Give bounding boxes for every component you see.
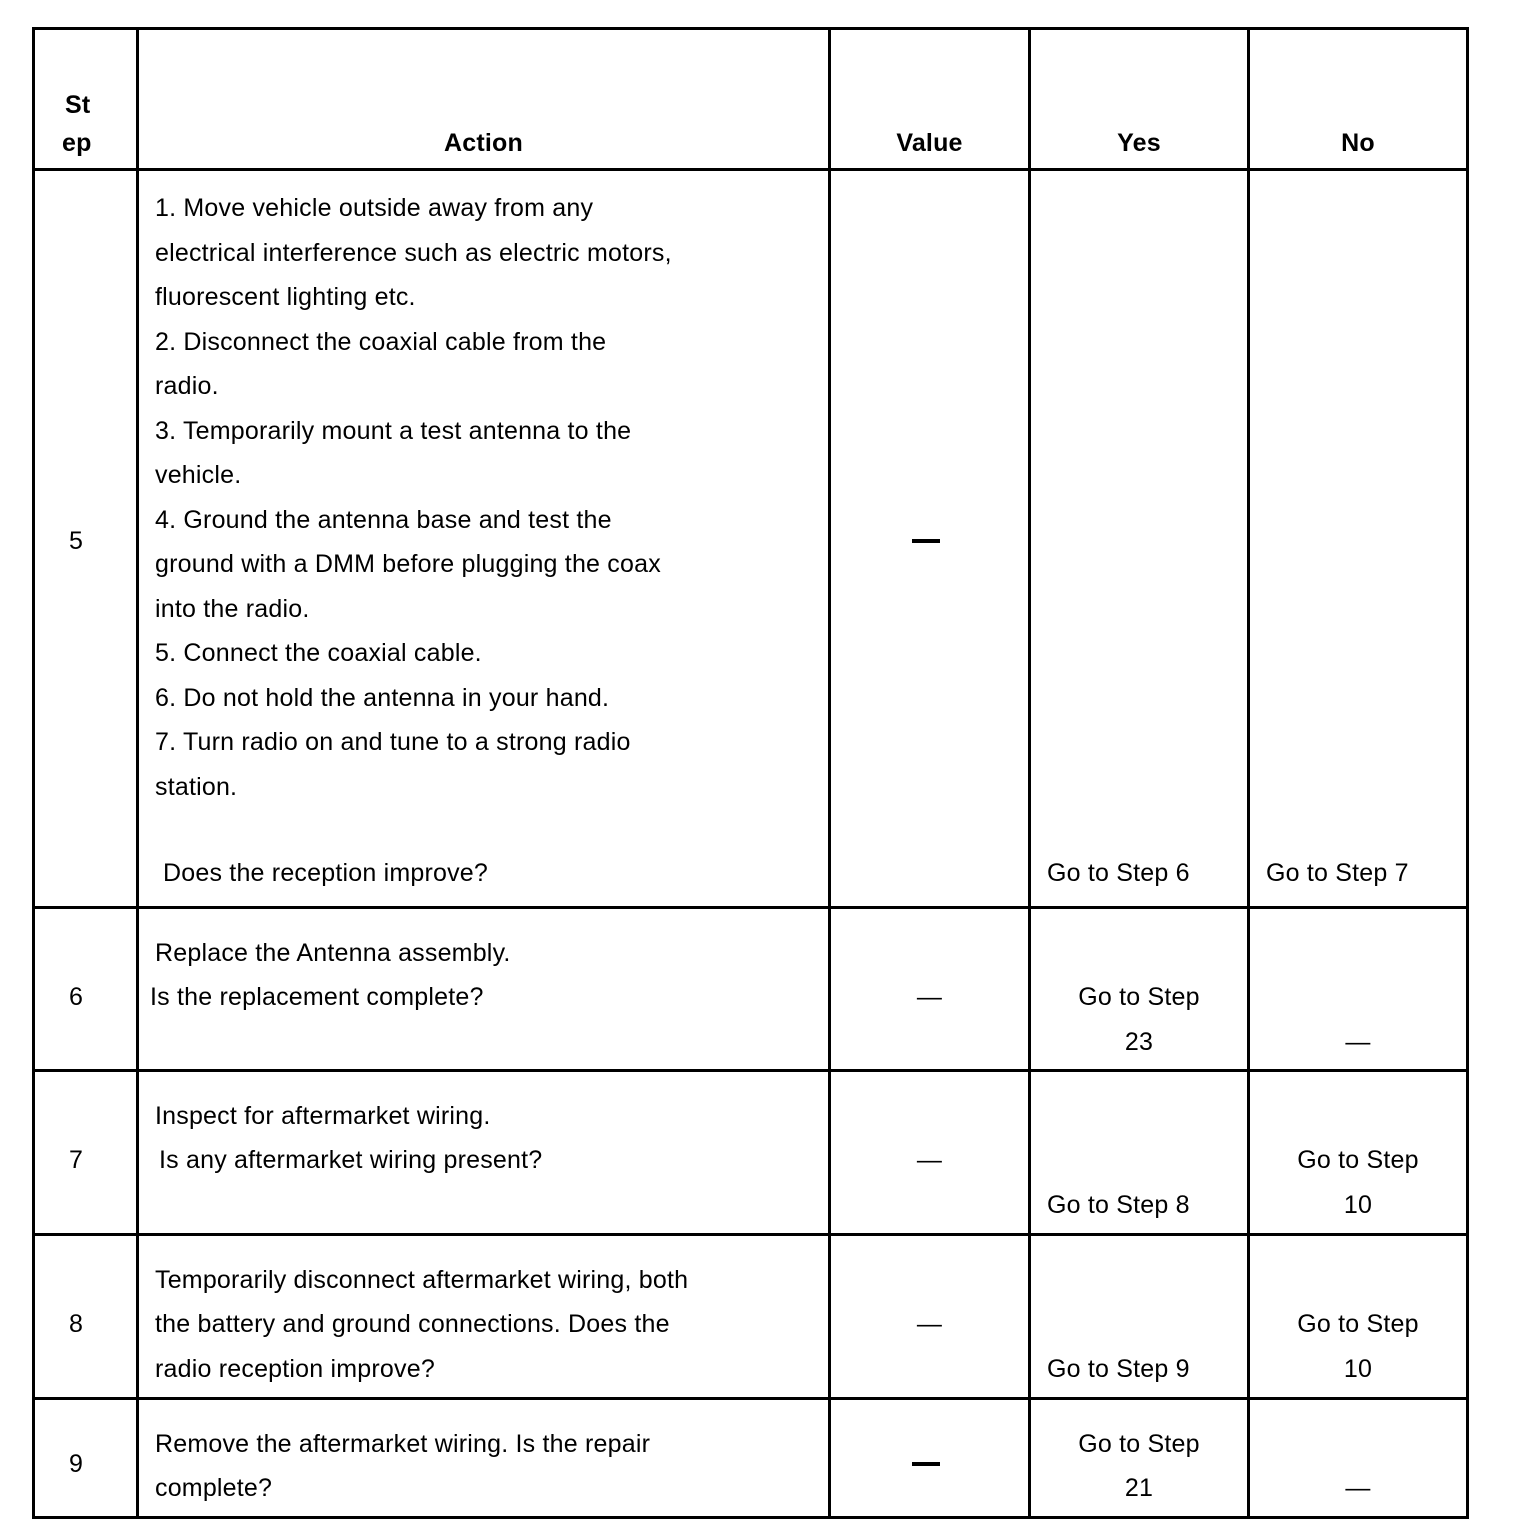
header-step-cell (35, 30, 139, 171)
row5-action-line-2: electrical interference such as electric motors, (155, 239, 672, 267)
row7-value-cell (831, 1072, 1031, 1236)
row8-action-line-2: the battery and ground connections. Does the (155, 1310, 670, 1338)
row9-yes-line2: 21 (1124, 1474, 1154, 1502)
row7-action-line2: Is any aftermarket wiring present? (159, 1146, 543, 1174)
header-action-cell (139, 30, 831, 171)
row5-no: Go to Step 7 (1266, 859, 1409, 887)
row8-no-line2: 10 (1343, 1355, 1373, 1383)
row6-action-line2: Is the replacement complete? (150, 983, 484, 1011)
row9-action-line2: complete? (155, 1474, 273, 1502)
row7-yes: Go to Step 8 (1047, 1191, 1190, 1219)
row6-no-cell (1250, 909, 1466, 1072)
row6-action-cell (139, 909, 831, 1072)
row7-no-line1: Go to Step (1297, 1146, 1419, 1174)
row5-action-line-1: 1. Move vehicle outside away from any (155, 194, 594, 222)
row7-no-cell (1250, 1072, 1466, 1236)
row9-yes-cell (1031, 1400, 1250, 1516)
row8-value: — (916, 1310, 943, 1338)
row5-value-cell (831, 171, 1031, 909)
row5-action-line-10: into the radio. (155, 595, 310, 623)
header-yes: Yes (1117, 129, 1161, 157)
row9-step-cell (35, 1400, 139, 1516)
row9-yes-line1: Go to Step (1078, 1430, 1200, 1458)
diagnostic-table (32, 27, 1469, 1519)
row6-yes-line2: 23 (1124, 1028, 1154, 1056)
row6-action-line1: Replace the Antenna assembly. (155, 939, 511, 967)
row9-value-dash (912, 1462, 940, 1466)
row6-yes-line1: Go to Step (1078, 983, 1200, 1011)
row7-action-line1: Inspect for aftermarket wiring. (155, 1102, 491, 1130)
row7-no-line2: 10 (1343, 1191, 1373, 1219)
row5-action-line-6: 3. Temporarily mount a test antenna to the (155, 417, 632, 445)
row5-action-line-8: 4. Ground the antenna base and test the (155, 506, 612, 534)
row5-yes-cell (1031, 171, 1250, 909)
row5-action-line-13: 7. Turn radio on and tune to a strong radio (155, 728, 631, 756)
header-yes-cell (1031, 30, 1250, 171)
row8-step: 8 (69, 1310, 84, 1338)
header-value: Value (896, 129, 963, 157)
row8-value-cell (831, 1236, 1031, 1400)
row6-no: — (1345, 1028, 1371, 1056)
row5-action-line-3: fluorescent lighting etc. (155, 283, 416, 311)
row9-value-cell (831, 1400, 1031, 1516)
header-no: No (1341, 129, 1375, 157)
row5-action-line-11: 5. Connect the coaxial cable. (155, 639, 482, 667)
header-action: Action (444, 129, 523, 157)
row5-action-line-7: vehicle. (155, 461, 242, 489)
row6-yes-cell (1031, 909, 1250, 1072)
row5-value-dash (912, 539, 940, 543)
row7-value: — (916, 1146, 943, 1174)
header-no-cell (1250, 30, 1466, 171)
row7-step: 7 (69, 1146, 84, 1174)
row5-action-line-12: 6. Do not hold the antenna in your hand. (155, 684, 610, 712)
row9-step: 9 (69, 1450, 84, 1478)
row8-no-cell (1250, 1236, 1466, 1400)
row5-action-line-14: station. (155, 773, 238, 801)
header-step-line2: ep (62, 129, 92, 157)
header-value-cell (831, 30, 1031, 171)
row5-action-line-9: ground with a DMM before plugging the coax (155, 550, 661, 578)
row8-yes-cell (1031, 1236, 1250, 1400)
row5-question: Does the reception improve? (163, 859, 489, 887)
row7-step-cell (35, 1072, 139, 1236)
row6-value-cell (831, 909, 1031, 1072)
row6-step: 6 (69, 983, 84, 1011)
row5-no-cell (1250, 171, 1466, 909)
row9-action-cell (139, 1400, 831, 1516)
row8-action-cell (139, 1236, 831, 1400)
row9-action-line1: Remove the aftermarket wiring. Is the repair (155, 1430, 651, 1458)
row8-no-line1: Go to Step (1297, 1310, 1419, 1338)
row5-step: 5 (69, 527, 84, 555)
row8-yes: Go to Step 9 (1047, 1355, 1190, 1383)
row7-action-cell (139, 1072, 831, 1236)
row5-step-cell (35, 171, 139, 909)
row6-value: — (916, 983, 943, 1011)
row5-action-line-4: 2. Disconnect the coaxial cable from the (155, 328, 607, 356)
row7-yes-cell (1031, 1072, 1250, 1236)
row5-action-line-5: radio. (155, 372, 219, 400)
row9-no: — (1345, 1474, 1371, 1502)
row5-action-cell (139, 171, 831, 909)
row8-step-cell (35, 1236, 139, 1400)
row5-yes: Go to Step 6 (1047, 859, 1190, 887)
row8-action-line-3: radio reception improve? (155, 1355, 435, 1383)
row9-no-cell (1250, 1400, 1466, 1516)
row6-step-cell (35, 909, 139, 1072)
header-step-line1: St (65, 91, 91, 119)
row8-action-line-1: Temporarily disconnect aftermarket wiring, both (155, 1266, 689, 1294)
